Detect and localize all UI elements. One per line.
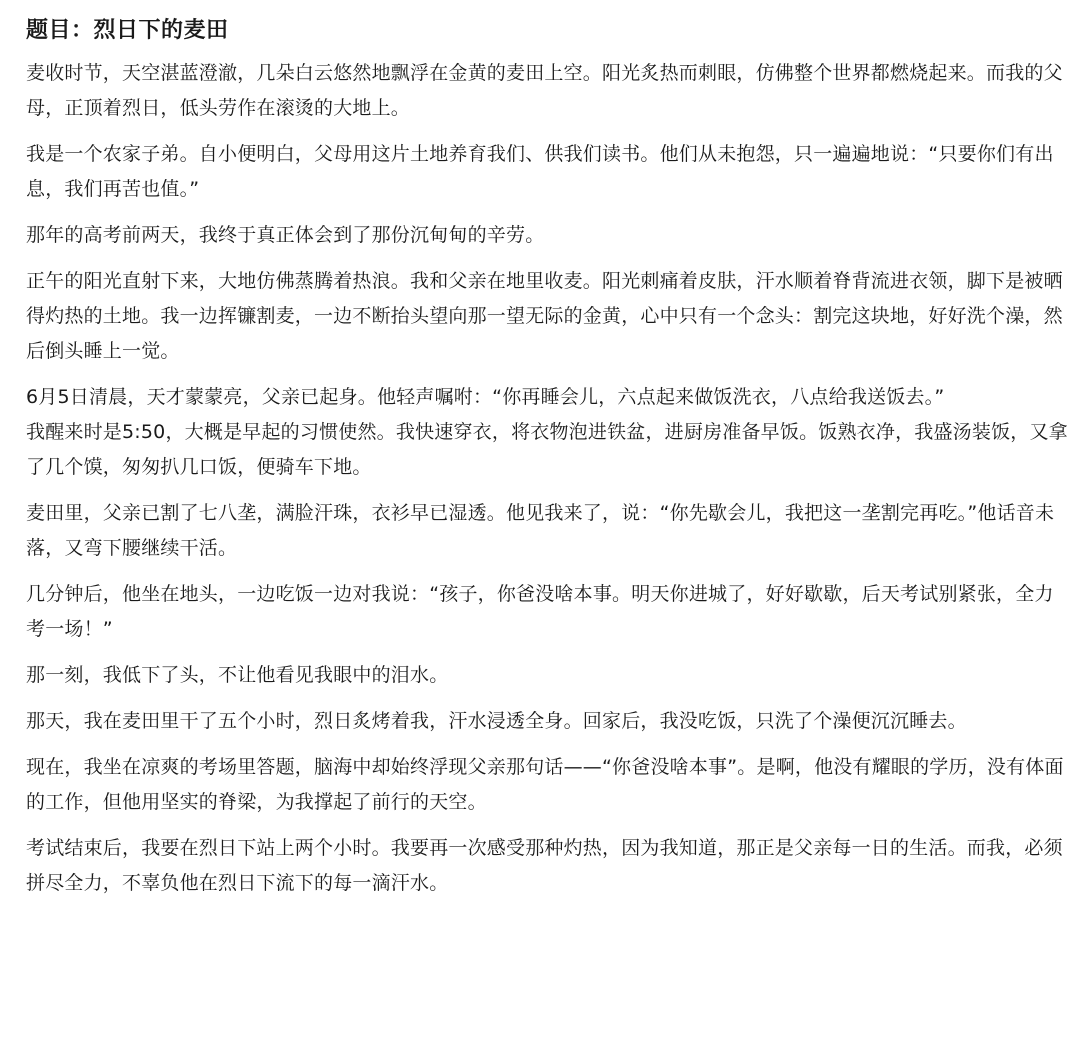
paragraph-11: 现在，我坐在凉爽的考场里答题，脑海中却始终浮现父亲那句话——“你爸没啥本事”。是啊，他没有耀眼的学历，没有体面的工作，但他用坚实的脊梁，为我撑起了前行的天空。 bbox=[26, 756, 1064, 813]
essay-document bbox=[26, 14, 1072, 912]
paragraph-7: 麦田里，父亲已割了七八垄，满脸汗珠，衣衫早已湿透。他见我来了，说：“你先歇会儿，我把这一垄割完再吃。”他话音未落，又弯下腰继续干活。 bbox=[26, 502, 1055, 559]
paragraph-6: 我醒来时是5:50，大概是早起的习惯使然。我快速穿衣，将衣物泡进铁盆，进厨房准备早饭。饭熟衣净，我盛汤装饭，又拿了几个馍，匆匆扒几口饭，便骑车下地。 bbox=[26, 421, 1068, 478]
paragraph-4: 正午的阳光直射下来，大地仿佛蒸腾着热浪。我和父亲在地里收麦。阳光刺痛着皮肤，汗水顺着脊背流进衣领，脚下是被晒得灼热的土地。我一边挥镰割麦，一边不断抬头望向那一望无际的金黄，心中只有一个念头：割完这块地，好好洗个澡，然后倒头睡上一觉。 bbox=[26, 270, 1063, 362]
paragraph-3: 那年的高考前两天，我终于真正体会到了那份沉甸甸的辛劳。 bbox=[26, 224, 545, 246]
paragraph-2: 我是一个农家子弟。自小便明白，父母用这片土地养育我们、供我们读书。他们从未抱怨，只一遍遍地说：“只要你们有出息，我们再苦也值。” bbox=[26, 143, 1054, 200]
paragraph-1: 麦收时节，天空湛蓝澄澈，几朵白云悠然地飘浮在金黄的麦田上空。阳光炙热而刺眼，仿佛整个世界都燃烧起来。而我的父母，正顶着烈日，低头劳作在滚烫的大地上。 bbox=[26, 62, 1063, 119]
paragraph-9: 那一刻，我低下了头，不让他看见我眼中的泪水。 bbox=[26, 664, 449, 686]
paragraph-10: 那天，我在麦田里干了五个小时，烈日炙烤着我，汗水浸透全身。回家后，我没吃饭，只洗了个澡便沉沉睡去。 bbox=[26, 710, 967, 732]
essay-title: 题目：烈日下的麦田 bbox=[26, 18, 229, 43]
paragraph-5: 6月5日清晨，天才蒙蒙亮，父亲已起身。他轻声嘱咐：“你再睡会儿，六点起来做饭洗衣，八点给我送饭去。” bbox=[26, 386, 945, 408]
paragraph-8: 几分钟后，他坐在地头，一边吃饭一边对我说：“孩子，你爸没啥本事。明天你进城了，好好歇歇，后天考试别紧张，全力考一场！” bbox=[26, 583, 1054, 640]
paragraph-12: 考试结束后，我要在烈日下站上两个小时。我要再一次感受那种灼热，因为我知道，那正是父亲每一日的生活。而我，必须拼尽全力，不辜负他在烈日下流下的每一滴汗水。 bbox=[26, 837, 1063, 894]
